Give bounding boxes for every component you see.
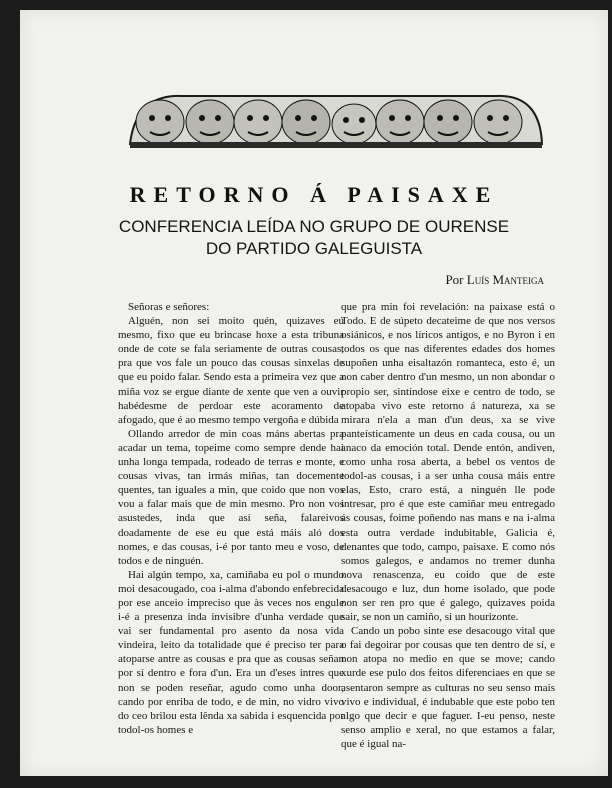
- book-page: [20, 10, 608, 776]
- paragraph: Ollando arredor de min coas máns abertas pra acadar un tema, topeime como sempre dende hai unha longa tempada, rodeado de terras e monte, e cousas vivas, tan irmás miñas, tan docemente quentes, tan iguales a min, que coido que non vos vou a falar mais que de min mesmo. Pro non vos asustedes, inda que así seña, falareivos doadamente de ese eu que está máis aló dos nomes, e das cousas, i-é por tanto meu e voso, de todos e de ninguén.: [118, 427, 344, 567]
- subtitle-line-2: DO PARTIDO GALEGUISTA: [205, 239, 423, 258]
- article-title: RETORNO Á PAISAXE: [129, 182, 499, 207]
- article-subtitle: [20, 216, 608, 260]
- left-column: [118, 300, 344, 737]
- paragraph: Señoras e señores:: [128, 301, 210, 313]
- subtitle-line-1: CONFERENCIA LEÍDA NO GRUPO DE OURENSE: [118, 217, 510, 236]
- paragraph: Hai algún tempo, xa, camiñaba eu pol o mundo moi desacougado, coa i-alma d'abondo enfebrecida por ese anceio impreciso que às veces nos engule i-é a presenza inda invisibre d'unha verdade que vai ser fundamental pro asento da nosa vida vindeira, leito da totalidade que é preciso ter para atoparse antre as cousas e pra que as cousas señan por sí dentro e fora d'un. Era un d'eses intres que non se poden reseñar, agudo como unha door, cando por enriba de todo, e de min, no vidro vivo do ceo brilou esta lênda xa sabida i esquencida por todol-os homes e: [118, 568, 344, 736]
- right-column: [341, 300, 555, 751]
- paragraph: Cando un pobo sinte ese desacougo vital que o fai degoirar por cousas que ten dentro de sí, e non atopa no medio en que se move; cando xurde ese pulo dos feitos diferenciaes en que se asentaron sempre as culturas no seu senso mais vivo e individual, é indubable que este pobo ten algo que decir e que faguer. I-eu penso, neste senso amplio e xeral, no que estamos a falar, que é igual na-: [341, 625, 555, 750]
- byline: [445, 272, 544, 288]
- paragraph: que pra min foi revelación: na paixase está o Todo. E de súpeto decateime de que nos versos osiánicos, e nos líricos antigos, e no Byron i en todos os que nas diferentes edades dos homes supoñen unha eisaltazón romanteca, esto é, un non caber dentro d'un mesmo, un non abondar o propio ser, sintíndose eixe e centro de todo, se atopaba vivo este retorno á natureza, xa se mirara n'ela a man d'un deus, xa se vive panteísticamente un deus en cada cousa, ou un anaco da emoción total. Dende entón, andiven, como unha rosa aberta, a bebel os ventos de todol-as cousas, i a ser unha cousa máis entre elas, Esto, craro está, a ninguén lle pode intresar, pro é que este camiñar meu entregado ás cousas, foime poñendo nas mans e na i-alma esta outra verdade indubitable, Galicia é, denantes que todo, campo, paisaxe. E como nós somos galegos, e andamos no tremer dunha nova renascenza, eu coido que de este desacougo e luz, dun home isolado, que pode non ser ren pro que é galego, quizaves poida sair, se non un camiño, si un hourizonte.: [341, 301, 555, 624]
- paragraph: Alguén, non sei moito quén, quizaves eu mesmo, fixo que eu brincase hoxe a esta tribuna onde de cote se fala seriamente de outras cousas, pra que vos fale un pouco das cousas sinxelas de que eu poido falar. Sendo esta a primeira vez que a miña voz se ergue diante de xente que ven a ouvir habédesme de perdoar este acoramento de afogado, que é ao mesmo tempo vergoña e dúbida: [118, 315, 344, 426]
- carved-heads-frieze-icon: [126, 88, 546, 152]
- byline-author: Luís Manteiga: [466, 272, 544, 287]
- byline-prefix: Por: [445, 272, 464, 287]
